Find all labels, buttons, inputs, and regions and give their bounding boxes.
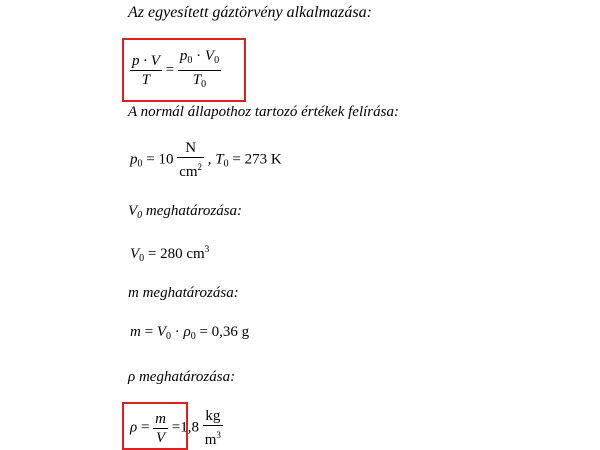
normal-values: $p_0 = 10$ $\frac{N}{cm^2}$ , $T_0 = 273$ K <box>130 140 282 180</box>
rhs-numerator: $p_0 \cdot V_0$ <box>178 47 221 71</box>
section-rho-heading: ρ meghatározása: <box>128 369 236 385</box>
page-title: Az egyesített gáztörvény alkalmazása: <box>128 4 372 21</box>
section-normal-heading: A normál állapothoz tartozó értékek felírása: <box>128 104 399 120</box>
rhs-denominator: $T_0$ <box>192 72 207 90</box>
density-unit: $\frac{kg}{m^3}$ <box>204 408 221 448</box>
section-v0-heading: $V_0$ meghatározása: <box>128 203 243 221</box>
v0-equation: $V_0 = 280$ $cm^3$ <box>130 244 210 264</box>
rho-equation: ρ = $\frac{m}{V}$ =1,8 $\frac{kg}{m^3}$ <box>130 408 221 448</box>
m-equation: $m = V_0 \cdot \rho_0 = 0,36$ g <box>130 324 250 342</box>
lhs-denominator: T <box>141 72 151 88</box>
equals-sign: = <box>165 61 175 78</box>
gas-law-formula <box>130 47 221 94</box>
gas-law-rhs <box>178 47 221 94</box>
lhs-numerator: p · V <box>132 53 160 69</box>
density-fraction: $\frac{m}{V}$ <box>155 410 167 446</box>
section-m-heading: m meghatározása: <box>128 285 239 301</box>
gas-law-lhs <box>130 52 162 89</box>
pressure-unit: $\frac{N}{cm^2}$ <box>179 140 203 180</box>
